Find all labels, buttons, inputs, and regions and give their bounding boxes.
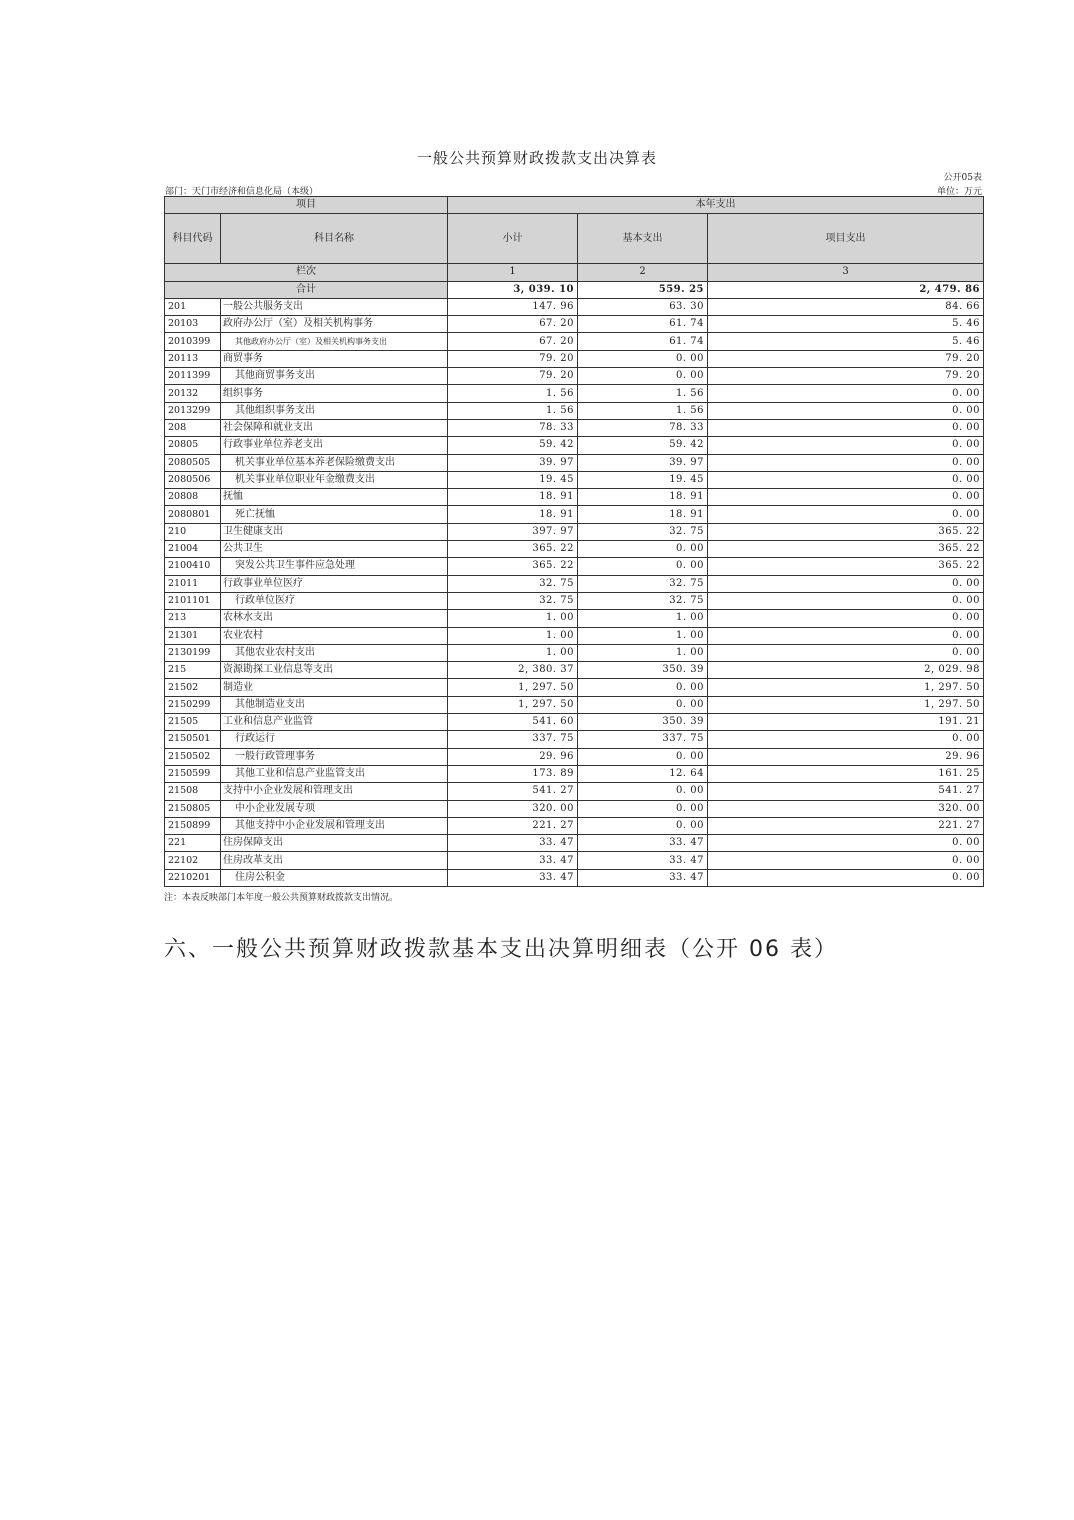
table-row [165, 714, 984, 731]
row-basic: 33. 47 [578, 835, 708, 852]
row-basic: 1. 00 [578, 627, 708, 644]
header-item: 项目 [165, 197, 448, 214]
row-basic: 1. 00 [578, 644, 708, 661]
row-code: 2100410 [165, 558, 221, 575]
header-project: 项目支出 [708, 214, 984, 264]
row-code: 21004 [165, 541, 221, 558]
row-project: 365. 22 [708, 558, 984, 575]
row-basic: 1. 56 [578, 402, 708, 419]
row-subtotal: 2, 380. 37 [448, 662, 578, 679]
row-code: 21502 [165, 679, 221, 696]
row-code: 21505 [165, 714, 221, 731]
row-basic: 0. 00 [578, 800, 708, 817]
row-basic: 0. 00 [578, 350, 708, 367]
table-row [165, 662, 984, 679]
row-project: 2, 029. 98 [708, 662, 984, 679]
row-subtotal: 221. 27 [448, 817, 578, 834]
row-code: 2150805 [165, 800, 221, 817]
row-code: 20113 [165, 350, 221, 367]
row-code: 213 [165, 610, 221, 627]
row-name: 一般公共服务支出 [221, 298, 448, 315]
row-basic: 0. 00 [578, 558, 708, 575]
row-basic: 39. 97 [578, 454, 708, 471]
row-name: 社会保障和就业支出 [221, 419, 448, 436]
table-row [165, 419, 984, 436]
total-subtotal: 3, 039. 10 [448, 281, 578, 298]
row-code: 2011399 [165, 368, 221, 385]
row-basic: 0. 00 [578, 817, 708, 834]
row-code: 20132 [165, 385, 221, 402]
row-project: 0. 00 [708, 852, 984, 869]
row-name: 住房公积金 [221, 869, 448, 886]
row-name: 机关事业单位职业年金缴费支出 [221, 471, 448, 488]
row-name: 其他工业和信息产业监管支出 [221, 765, 448, 782]
row-code: 2080505 [165, 454, 221, 471]
row-name: 农业农村 [221, 627, 448, 644]
header-col2: 2 [578, 264, 708, 281]
row-subtotal: 1, 297. 50 [448, 696, 578, 713]
table-row [165, 298, 984, 315]
row-name: 其他商贸事务支出 [221, 368, 448, 385]
row-project: 365. 22 [708, 523, 984, 540]
row-subtotal: 33. 47 [448, 835, 578, 852]
table-row [165, 368, 984, 385]
header-code: 科目代码 [165, 214, 221, 264]
row-code: 201 [165, 298, 221, 315]
row-project: 5. 46 [708, 316, 984, 333]
row-code: 22102 [165, 852, 221, 869]
row-project: 0. 00 [708, 610, 984, 627]
row-project: 0. 00 [708, 869, 984, 886]
unit-label: 单位：万元 [936, 187, 982, 197]
row-code: 210 [165, 523, 221, 540]
row-project: 1, 297. 50 [708, 679, 984, 696]
row-project: 0. 00 [708, 506, 984, 523]
table-row [165, 402, 984, 419]
row-subtotal: 19. 45 [448, 471, 578, 488]
row-subtotal: 1. 00 [448, 627, 578, 644]
row-basic: 0. 00 [578, 748, 708, 765]
row-name: 一般行政管理事务 [221, 748, 448, 765]
row-name: 住房保障支出 [221, 835, 448, 852]
row-subtotal: 39. 97 [448, 454, 578, 471]
table-row [165, 783, 984, 800]
header-row-columns [165, 214, 984, 264]
table-row [165, 541, 984, 558]
row-code: 2080506 [165, 471, 221, 488]
row-subtotal: 173. 89 [448, 765, 578, 782]
row-code: 2150502 [165, 748, 221, 765]
row-code: 21301 [165, 627, 221, 644]
total-label: 合计 [165, 281, 448, 298]
row-project: 365. 22 [708, 541, 984, 558]
row-code: 20808 [165, 489, 221, 506]
header-basic: 基本支出 [578, 214, 708, 264]
table-row [165, 800, 984, 817]
row-subtotal: 33. 47 [448, 869, 578, 886]
row-name: 组织事务 [221, 385, 448, 402]
row-name: 中小企业发展专项 [221, 800, 448, 817]
table-row [165, 454, 984, 471]
row-subtotal: 1. 56 [448, 385, 578, 402]
row-basic: 0. 00 [578, 368, 708, 385]
row-code: 20103 [165, 316, 221, 333]
row-code: 2101101 [165, 592, 221, 609]
row-basic: 1. 56 [578, 385, 708, 402]
table-row [165, 350, 984, 367]
row-basic: 61. 74 [578, 333, 708, 350]
row-name: 卫生健康支出 [221, 523, 448, 540]
row-project: 0. 00 [708, 575, 984, 592]
row-basic: 63. 30 [578, 298, 708, 315]
row-name: 抚恤 [221, 489, 448, 506]
table-row [165, 592, 984, 609]
row-project: 541. 27 [708, 783, 984, 800]
row-project: 29. 96 [708, 748, 984, 765]
row-basic: 78. 33 [578, 419, 708, 436]
row-name: 资源勘探工业信息等支出 [221, 662, 448, 679]
row-project: 0. 00 [708, 731, 984, 748]
row-subtotal: 365. 22 [448, 558, 578, 575]
row-basic: 0. 00 [578, 541, 708, 558]
header-name: 科目名称 [221, 214, 448, 264]
row-name: 其他支持中小企业发展和管理支出 [221, 817, 448, 834]
row-name: 突发公共卫生事件应急处理 [221, 558, 448, 575]
header-current-year: 本年支出 [448, 197, 984, 214]
row-subtotal: 18. 91 [448, 506, 578, 523]
row-subtotal: 29. 96 [448, 748, 578, 765]
row-code: 2210201 [165, 869, 221, 886]
row-code: 215 [165, 662, 221, 679]
row-project: 79. 20 [708, 368, 984, 385]
table-row [165, 316, 984, 333]
row-name: 机关事业单位基本养老保险缴费支出 [221, 454, 448, 471]
row-project: 221. 27 [708, 817, 984, 834]
table-row [165, 696, 984, 713]
table-row [165, 852, 984, 869]
row-name: 死亡抚恤 [221, 506, 448, 523]
table-row [165, 523, 984, 540]
row-subtotal: 78. 33 [448, 419, 578, 436]
row-subtotal: 79. 20 [448, 368, 578, 385]
row-code: 221 [165, 835, 221, 852]
table-row [165, 835, 984, 852]
row-name: 政府办公厅（室）及相关机构事务 [221, 316, 448, 333]
row-project: 84. 66 [708, 298, 984, 315]
row-project: 191. 21 [708, 714, 984, 731]
row-code: 2130199 [165, 644, 221, 661]
table-title: 一般公共预算财政拨款支出决算表 [416, 149, 657, 167]
row-code: 2010399 [165, 333, 221, 350]
row-subtotal: 365. 22 [448, 541, 578, 558]
total-row [165, 281, 984, 298]
row-basic: 18. 91 [578, 506, 708, 523]
row-basic: 350. 39 [578, 714, 708, 731]
row-basic: 0. 00 [578, 696, 708, 713]
table-note: 注：本表反映部门本年度一般公共预算财政拨款支出情况。 [164, 893, 399, 903]
row-name: 行政单位医疗 [221, 592, 448, 609]
row-project: 0. 00 [708, 644, 984, 661]
row-subtotal: 1, 297. 50 [448, 679, 578, 696]
row-subtotal: 147. 96 [448, 298, 578, 315]
row-project: 0. 00 [708, 437, 984, 454]
header-col1: 1 [448, 264, 578, 281]
row-project: 5. 46 [708, 333, 984, 350]
row-subtotal: 18. 91 [448, 489, 578, 506]
row-subtotal: 337. 75 [448, 731, 578, 748]
header-column-no: 栏次 [165, 264, 448, 281]
table-row [165, 489, 984, 506]
row-project: 79. 20 [708, 350, 984, 367]
table-row [165, 869, 984, 886]
row-basic: 61. 74 [578, 316, 708, 333]
row-name: 行政运行 [221, 731, 448, 748]
row-code: 21011 [165, 575, 221, 592]
row-subtotal: 320. 00 [448, 800, 578, 817]
row-basic: 0. 00 [578, 679, 708, 696]
row-project: 0. 00 [708, 419, 984, 436]
row-project: 0. 00 [708, 489, 984, 506]
row-name: 工业和信息产业监管 [221, 714, 448, 731]
row-subtotal: 541. 60 [448, 714, 578, 731]
table-row [165, 679, 984, 696]
row-basic: 32. 75 [578, 575, 708, 592]
header-col3: 3 [708, 264, 984, 281]
row-project: 0. 00 [708, 471, 984, 488]
row-project: 0. 00 [708, 592, 984, 609]
row-subtotal: 32. 75 [448, 592, 578, 609]
row-basic: 32. 75 [578, 592, 708, 609]
table-row [165, 575, 984, 592]
row-project: 320. 00 [708, 800, 984, 817]
row-project: 0. 00 [708, 627, 984, 644]
row-basic: 59. 42 [578, 437, 708, 454]
row-project: 0. 00 [708, 454, 984, 471]
total-project: 2, 479. 86 [708, 281, 984, 298]
row-basic: 32. 75 [578, 523, 708, 540]
table-row [165, 748, 984, 765]
form-number: 公开05表 [943, 173, 982, 183]
row-project: 0. 00 [708, 402, 984, 419]
table-row [165, 731, 984, 748]
row-basic: 33. 47 [578, 869, 708, 886]
row-subtotal: 1. 00 [448, 610, 578, 627]
row-code: 2150501 [165, 731, 221, 748]
header-subtotal: 小计 [448, 214, 578, 264]
row-subtotal: 33. 47 [448, 852, 578, 869]
row-basic: 0. 00 [578, 783, 708, 800]
row-basic: 12. 64 [578, 765, 708, 782]
row-subtotal: 1. 00 [448, 644, 578, 661]
row-basic: 1. 00 [578, 610, 708, 627]
row-name: 其他政府办公厅（室）及相关机构事务支出 [221, 333, 448, 350]
row-code: 208 [165, 419, 221, 436]
table-row [165, 506, 984, 523]
row-subtotal: 67. 20 [448, 316, 578, 333]
row-name: 其他制造业支出 [221, 696, 448, 713]
row-basic: 33. 47 [578, 852, 708, 869]
row-name: 农林水支出 [221, 610, 448, 627]
row-subtotal: 541. 27 [448, 783, 578, 800]
row-code: 2150599 [165, 765, 221, 782]
row-project: 0. 00 [708, 385, 984, 402]
row-name: 制造业 [221, 679, 448, 696]
row-code: 20805 [165, 437, 221, 454]
row-code: 21508 [165, 783, 221, 800]
row-basic: 19. 45 [578, 471, 708, 488]
expenditure-table [164, 196, 984, 887]
row-name: 其他农业农村支出 [221, 644, 448, 661]
row-name: 其他组织事务支出 [221, 402, 448, 419]
row-project: 0. 00 [708, 835, 984, 852]
table-row [165, 627, 984, 644]
table-row [165, 610, 984, 627]
table-row [165, 471, 984, 488]
table-row [165, 558, 984, 575]
row-name: 商贸事务 [221, 350, 448, 367]
row-basic: 18. 91 [578, 489, 708, 506]
row-basic: 337. 75 [578, 731, 708, 748]
header-row-column-numbers [165, 264, 984, 281]
row-basic: 350. 39 [578, 662, 708, 679]
row-subtotal: 67. 20 [448, 333, 578, 350]
table-row [165, 385, 984, 402]
row-subtotal: 32. 75 [448, 575, 578, 592]
table-row [165, 817, 984, 834]
table-row [165, 437, 984, 454]
row-name: 支持中小企业发展和管理支出 [221, 783, 448, 800]
table-row [165, 765, 984, 782]
row-name: 行政事业单位医疗 [221, 575, 448, 592]
department-label: 部门：天门市经济和信息化局（本级） [165, 187, 319, 197]
row-subtotal: 59. 42 [448, 437, 578, 454]
row-project: 161. 25 [708, 765, 984, 782]
row-code: 2150899 [165, 817, 221, 834]
row-code: 2080801 [165, 506, 221, 523]
row-project: 1, 297. 50 [708, 696, 984, 713]
row-subtotal: 79. 20 [448, 350, 578, 367]
total-basic: 559. 25 [578, 281, 708, 298]
row-code: 2013299 [165, 402, 221, 419]
section-heading: 六、一般公共预算财政拨款基本支出决算明细表（公开 06 表） [164, 937, 838, 962]
row-code: 2150299 [165, 696, 221, 713]
table-row [165, 333, 984, 350]
row-name: 住房改革支出 [221, 852, 448, 869]
header-row-top [165, 197, 984, 214]
table-row [165, 644, 984, 661]
row-name: 公共卫生 [221, 541, 448, 558]
row-subtotal: 1. 56 [448, 402, 578, 419]
row-subtotal: 397. 97 [448, 523, 578, 540]
row-name: 行政事业单位养老支出 [221, 437, 448, 454]
